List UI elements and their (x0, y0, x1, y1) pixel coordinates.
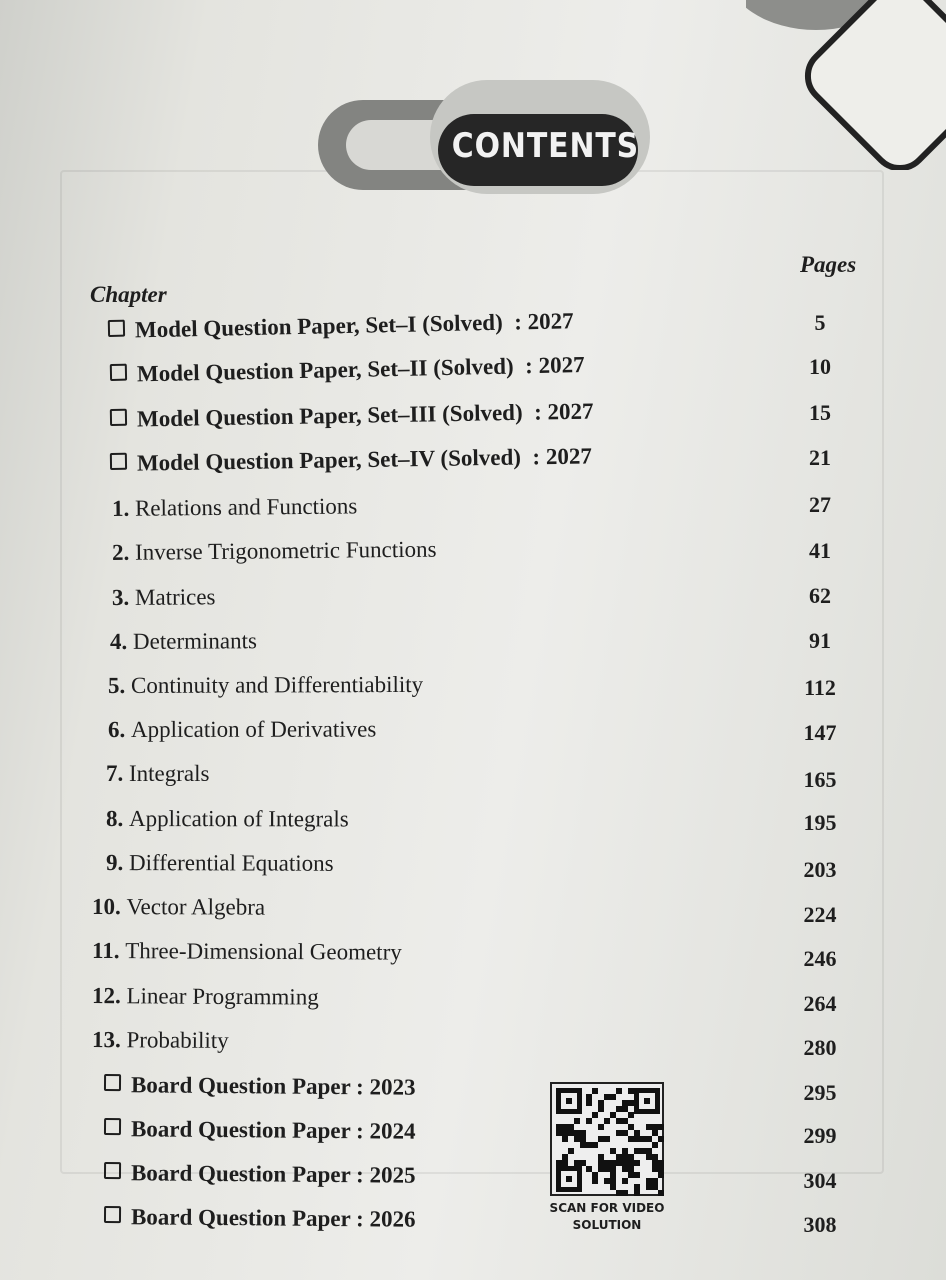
qr-module (604, 1118, 610, 1124)
entry-label: Model Question Paper, Set–IV (Solved) (136, 444, 522, 476)
qr-module (634, 1160, 640, 1166)
entry-label: Board Question Paper : 2024 (130, 1116, 416, 1144)
chapter-number: 5. (107, 672, 132, 698)
chapter-number: 10. (91, 894, 127, 920)
entry-label: Linear Programming (126, 983, 319, 1010)
qr-module (628, 1088, 634, 1094)
entry-label: Integrals (129, 761, 210, 786)
page-number: 264 (803, 991, 837, 1016)
page-number: 41 (809, 538, 831, 563)
chapter-number: 9. (105, 850, 130, 876)
toc-entry-title (106, 850, 334, 877)
qr-module (616, 1088, 622, 1094)
qr-module (592, 1112, 598, 1118)
qr-module (562, 1136, 568, 1142)
page-number: 10 (809, 354, 831, 379)
page-number: 62 (809, 583, 831, 608)
qr-module (598, 1106, 604, 1112)
entry-year: : 2027 (522, 398, 594, 425)
qr-module (574, 1118, 580, 1124)
page-number: 246 (803, 946, 837, 971)
qr-code-icon[interactable] (550, 1082, 664, 1196)
qr-module (592, 1178, 598, 1184)
entry-label: Model Question Paper, Set–II (Solved) (136, 353, 514, 387)
toc-entry-title (112, 537, 437, 566)
page-number: 147 (803, 720, 837, 745)
checkbox-square-icon (104, 1074, 121, 1091)
qr-caption-line-2: SOLUTION (572, 1218, 642, 1232)
qr-module (598, 1124, 604, 1130)
checkbox-square-icon (104, 1162, 121, 1179)
chapter-number: 13. (91, 1027, 127, 1053)
chapter-number: 7. (106, 761, 129, 786)
chapter-number: 2. (111, 539, 136, 565)
toc-entry-title (108, 672, 423, 699)
checkbox-square-icon (104, 1118, 121, 1135)
toc-entry-title (110, 628, 257, 655)
page-number: 165 (803, 767, 837, 792)
entry-label: Three-Dimensional Geometry (125, 938, 402, 965)
entry-label: Board Question Paper : 2025 (130, 1160, 416, 1188)
pages-column-header: Pages (800, 252, 857, 277)
entry-year: : 2027 (513, 352, 585, 379)
toc-entry-title (106, 806, 349, 832)
entry-label: Relations and Functions (134, 493, 358, 521)
qr-module (634, 1172, 640, 1178)
entry-label: Model Question Paper, Set–III (Solved) (136, 399, 523, 432)
entry-label: Application of Derivatives (130, 716, 377, 742)
chapter-number: 12. (91, 983, 127, 1009)
toc-entry-title (104, 1204, 416, 1233)
entry-label: Continuity and Differentiability (130, 671, 424, 698)
qr-finder-pattern (556, 1166, 582, 1192)
qr-module (622, 1190, 628, 1196)
checkbox-square-icon (110, 364, 127, 381)
chapter-number: 1. (111, 495, 136, 521)
page-number: 308 (803, 1212, 837, 1237)
toc-entry-title (92, 894, 265, 921)
toc-entry-title (104, 1116, 416, 1145)
page-number: 299 (803, 1123, 837, 1148)
entry-label: Board Question Paper : 2026 (130, 1204, 416, 1232)
qr-caption-line-1: SCAN FOR VIDEO (549, 1201, 665, 1215)
qr-module (622, 1178, 628, 1184)
contents-banner (318, 80, 648, 200)
page-number: 91 (809, 628, 831, 653)
page-number: 280 (803, 1035, 837, 1060)
toc-entry-title (112, 493, 358, 522)
entry-year: : 2027 (502, 308, 574, 335)
qr-module (652, 1142, 658, 1148)
toc-entry-title (104, 1160, 416, 1189)
qr-module (610, 1094, 616, 1100)
qr-finder-pattern (556, 1088, 582, 1114)
qr-module (658, 1124, 664, 1130)
chapter-number: 3. (111, 584, 136, 610)
qr-module (562, 1160, 568, 1166)
toc-entry-title (92, 983, 319, 1011)
chapter-number: 6. (107, 716, 132, 742)
qr-module (658, 1190, 664, 1196)
qr-module (634, 1190, 640, 1196)
entry-label: Model Question Paper, Set–I (Solved) (134, 309, 503, 343)
chapter-column-header: Chapter (90, 282, 167, 307)
page-number: 304 (803, 1168, 837, 1193)
chapter-number: 8. (105, 806, 130, 832)
toc-entry-title (104, 1072, 416, 1101)
qr-module (592, 1088, 598, 1094)
toc-entry-title (112, 584, 216, 611)
qr-module (628, 1112, 634, 1118)
entry-label: Determinants (132, 628, 257, 654)
page-number: 15 (809, 400, 831, 425)
entry-label: Matrices (134, 584, 216, 610)
entry-year: : 2027 (520, 443, 593, 470)
qr-module (568, 1148, 574, 1154)
checkbox-square-icon (108, 320, 125, 337)
toc-entry-title (92, 1027, 229, 1054)
qr-finder-pattern (634, 1088, 660, 1114)
page-number: 27 (809, 492, 831, 517)
chapter-number: 11. (91, 938, 126, 964)
page-title: CONTENTS (451, 126, 640, 166)
entry-label: Board Question Paper : 2023 (130, 1072, 416, 1100)
qr-module (628, 1100, 634, 1106)
page-number: 5 (814, 310, 826, 335)
qr-module (586, 1118, 592, 1124)
qr-module (658, 1172, 664, 1178)
qr-module (658, 1136, 664, 1142)
entry-label: Differential Equations (128, 850, 334, 876)
entry-label: Probability (126, 1027, 229, 1053)
page-number: 295 (803, 1080, 837, 1105)
checkbox-square-icon (110, 453, 127, 470)
entry-label: Inverse Trigonometric Functions (134, 536, 437, 565)
toc-entry-title (106, 761, 209, 787)
qr-module (604, 1136, 610, 1142)
toc-entry-title (92, 938, 402, 966)
qr-module (592, 1142, 598, 1148)
page-number: 203 (803, 857, 837, 882)
page-number: 195 (803, 810, 837, 835)
qr-module (586, 1100, 592, 1106)
page-number: 224 (803, 902, 837, 927)
checkbox-square-icon (104, 1206, 121, 1223)
chapter-number: 4. (109, 628, 134, 654)
qr-caption (540, 1200, 674, 1234)
page-number: 21 (809, 445, 831, 470)
entry-label: Application of Integrals (128, 806, 349, 832)
checkbox-square-icon (110, 409, 127, 426)
entry-label: Vector Algebra (126, 894, 266, 920)
toc-entry-title (108, 717, 376, 743)
page-number: 112 (804, 675, 836, 700)
